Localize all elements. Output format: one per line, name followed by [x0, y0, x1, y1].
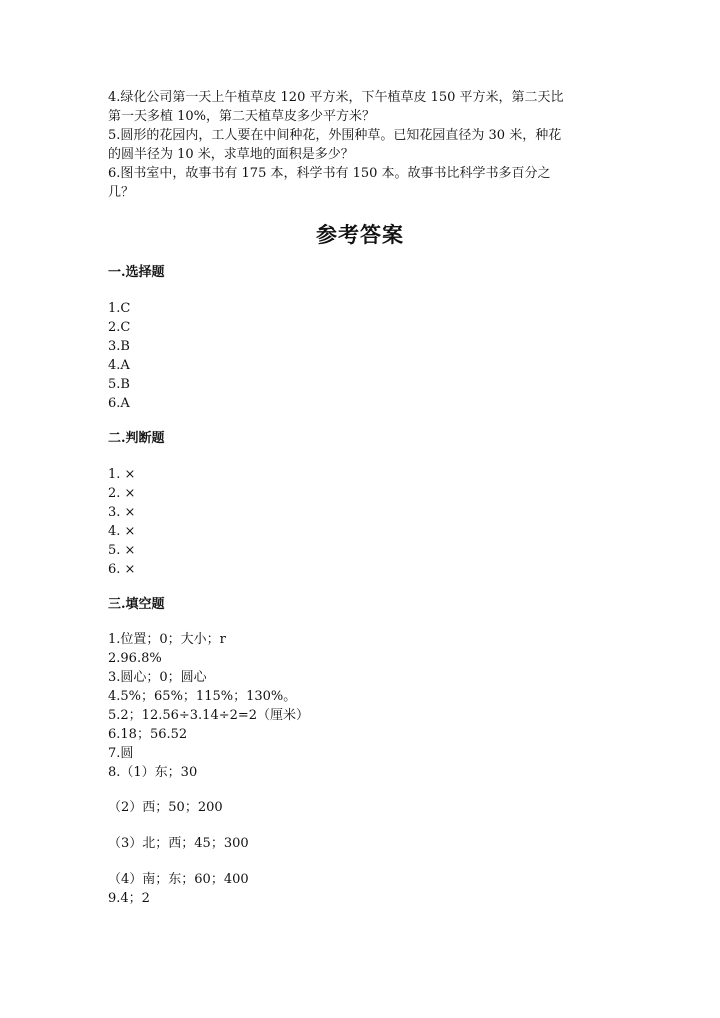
choice-answer-5: 5.B	[108, 377, 130, 392]
judge-answer-3: 3. ×	[108, 505, 136, 520]
fill-answer-5: 5.2；12.56÷3.14÷2=2（厘米）	[108, 708, 310, 723]
fill-answer-8-part-3: （3）北；西；45；300	[108, 836, 249, 851]
section-heading-fill: 三.填空题	[108, 597, 165, 612]
question-5-line-1: 5.圆形的花园内，工人要在中间种花，外围种草。已知花园直径为 30 米，种花	[108, 128, 562, 143]
choice-answer-3: 3.B	[108, 339, 130, 354]
question-6-line-1: 6.图书室中，故事书有 175 本，科学书有 150 本。故事书比科学书多百分之	[108, 166, 551, 181]
question-4-line-2: 第一天多植 10%，第二天植草皮多少平方米？	[108, 109, 376, 124]
fill-answer-4: 4.5%；65%；115%；130%。	[108, 689, 297, 704]
section-heading-choice: 一.选择题	[108, 265, 165, 280]
fill-answer-7: 7.圆	[108, 746, 134, 761]
section-heading-judge: 二.判断题	[108, 431, 165, 446]
judge-answer-2: 2. ×	[108, 486, 136, 501]
fill-answer-8-part-4: （4）南；东；60；400	[108, 872, 249, 887]
fill-answer-3: 3.圆心；0；圆心	[108, 670, 207, 685]
judge-answer-1: 1. ×	[108, 467, 136, 482]
question-6-line-2: 几？	[108, 185, 135, 200]
choice-answer-1: 1.C	[108, 301, 131, 316]
answer-title: 参考答案	[316, 222, 404, 247]
judge-answer-4: 4. ×	[108, 524, 136, 539]
fill-answer-8-part-1: 8.（1）东；30	[108, 765, 198, 780]
choice-answer-6: 6.A	[108, 396, 130, 411]
fill-answer-1: 1.位置；0；大小；r	[108, 632, 226, 647]
judge-answer-5: 5. ×	[108, 543, 136, 558]
fill-answer-9: 9.4；2	[108, 891, 150, 906]
choice-answer-2: 2.C	[108, 320, 131, 335]
fill-answer-6: 6.18；56.52	[108, 727, 188, 742]
choice-answer-4: 4.A	[108, 358, 130, 373]
question-5-line-2: 的圆半径为 10 米，求草地的面积是多少？	[108, 147, 354, 162]
question-4-line-1: 4.绿化公司第一天上午植草皮 120 平方米，下午植草皮 150 平方米，第二天比	[108, 90, 564, 105]
fill-answer-8-part-2: （2）西；50；200	[108, 800, 223, 815]
fill-answer-2: 2.96.8%	[108, 651, 162, 666]
judge-answer-6: 6. ×	[108, 562, 136, 577]
